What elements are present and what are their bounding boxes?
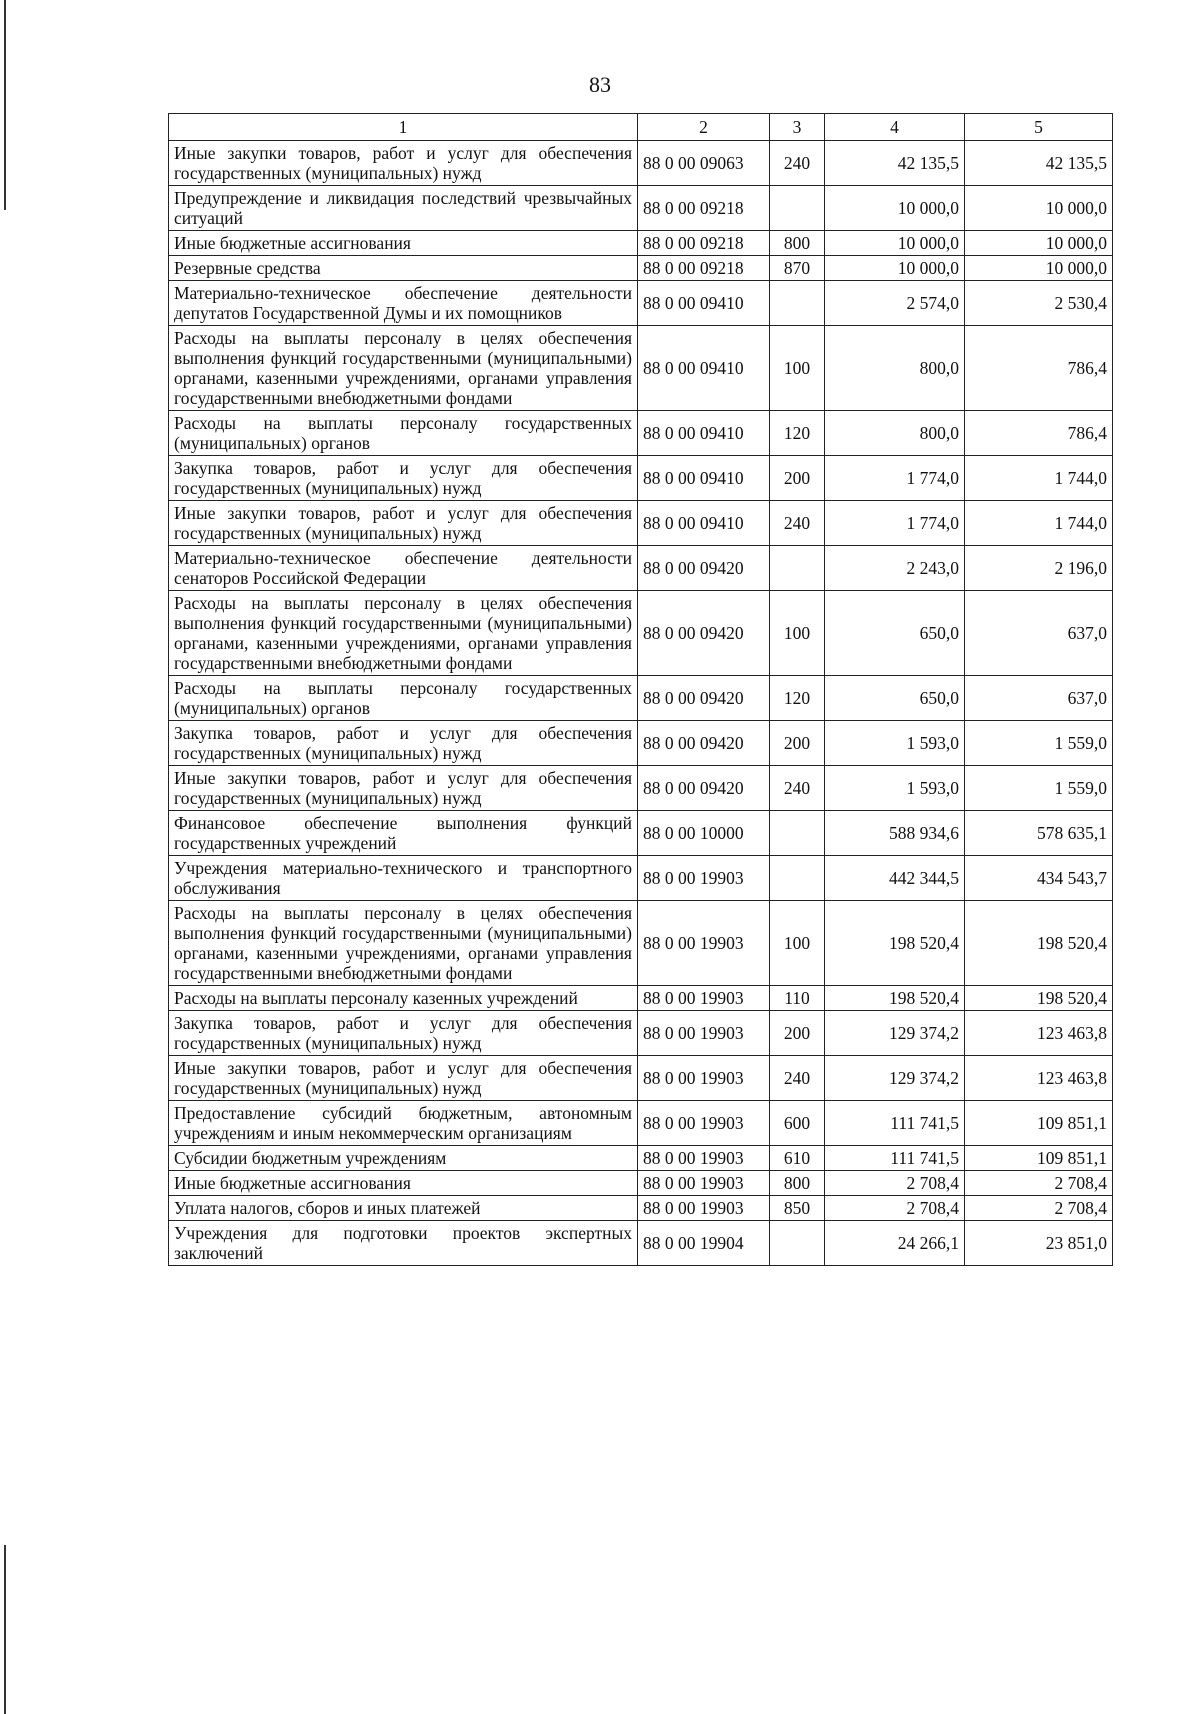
row-expense-type [770, 1221, 825, 1266]
row-name: Расходы на выплаты персоналу в целях обеспечения выполнения функций государственными (муниципальными) органами, казенными учреждениями, органами управления государственными внебюджетными фондами [169, 901, 638, 986]
row-value-col5: 2 708,4 [965, 1196, 1113, 1221]
row-name: Закупка товаров, работ и услуг для обеспечения государственных (муниципальных) нужд [169, 1011, 638, 1056]
row-value-col5: 10 000,0 [965, 186, 1113, 231]
row-value-col4: 442 344,5 [825, 856, 965, 901]
row-expense-type: 600 [770, 1101, 825, 1146]
table-row [169, 1221, 1113, 1266]
row-expense-type: 240 [770, 1056, 825, 1101]
page-number: 83 [589, 72, 611, 97]
row-code: 88 0 00 09410 [638, 501, 770, 546]
row-value-col5: 123 463,8 [965, 1056, 1113, 1101]
table-row [169, 411, 1113, 456]
row-code: 88 0 00 09420 [638, 721, 770, 766]
row-value-col5: 109 851,1 [965, 1146, 1113, 1171]
row-code: 88 0 00 19903 [638, 1011, 770, 1056]
row-value-col4: 10 000,0 [825, 256, 965, 281]
row-name: Расходы на выплаты персоналу государственных (муниципальных) органов [169, 411, 638, 456]
row-code: 88 0 00 19903 [638, 1101, 770, 1146]
row-value-col4: 10 000,0 [825, 231, 965, 256]
row-code: 88 0 00 09063 [638, 141, 770, 186]
row-value-col5: 434 543,7 [965, 856, 1113, 901]
row-value-col4: 800,0 [825, 411, 965, 456]
row-name: Расходы на выплаты персоналу казенных учреждений [169, 986, 638, 1011]
row-code: 88 0 00 09420 [638, 676, 770, 721]
row-code: 88 0 00 10000 [638, 811, 770, 856]
table-row [169, 186, 1113, 231]
row-value-col5: 198 520,4 [965, 986, 1113, 1011]
table-row [169, 326, 1113, 411]
table-row [169, 546, 1113, 591]
row-value-col5: 10 000,0 [965, 256, 1113, 281]
row-value-col4: 650,0 [825, 676, 965, 721]
table-row [169, 856, 1113, 901]
column-header: 3 [770, 114, 825, 141]
row-value-col4: 2 574,0 [825, 281, 965, 326]
table-row [169, 456, 1113, 501]
row-expense-type: 200 [770, 721, 825, 766]
row-expense-type [770, 811, 825, 856]
row-value-col5: 578 635,1 [965, 811, 1113, 856]
row-value-col5: 2 530,4 [965, 281, 1113, 326]
row-expense-type: 800 [770, 1171, 825, 1196]
row-value-col5: 1 559,0 [965, 721, 1113, 766]
row-value-col4: 111 741,5 [825, 1101, 965, 1146]
row-code: 88 0 00 09218 [638, 231, 770, 256]
row-value-col5: 123 463,8 [965, 1011, 1113, 1056]
row-value-col5: 10 000,0 [965, 231, 1113, 256]
row-expense-type: 240 [770, 501, 825, 546]
row-value-col4: 198 520,4 [825, 901, 965, 986]
column-header: 1 [169, 114, 638, 141]
row-expense-type: 240 [770, 766, 825, 811]
row-name: Иные закупки товаров, работ и услуг для обеспечения государственных (муниципальных) нужд [169, 501, 638, 546]
row-code: 88 0 00 19903 [638, 986, 770, 1011]
row-name: Иные закупки товаров, работ и услуг для обеспечения государственных (муниципальных) нужд [169, 766, 638, 811]
row-value-col5: 786,4 [965, 326, 1113, 411]
column-header: 2 [638, 114, 770, 141]
row-name: Учреждения материально-технического и транспортного обслуживания [169, 856, 638, 901]
row-expense-type: 850 [770, 1196, 825, 1221]
table-row [169, 501, 1113, 546]
row-code: 88 0 00 09218 [638, 256, 770, 281]
row-name: Субсидии бюджетным учреждениям [169, 1146, 638, 1171]
table-row [169, 1196, 1113, 1221]
row-name: Материально-техническое обеспечение деятельности депутатов Государственной Думы и их помощников [169, 281, 638, 326]
row-expense-type: 120 [770, 676, 825, 721]
row-value-col4: 24 266,1 [825, 1221, 965, 1266]
table-row [169, 1101, 1113, 1146]
row-value-col5: 1 744,0 [965, 456, 1113, 501]
table-row [169, 591, 1113, 676]
row-expense-type: 240 [770, 141, 825, 186]
row-value-col5: 2 708,4 [965, 1171, 1113, 1196]
row-value-col5: 637,0 [965, 591, 1113, 676]
table-row [169, 1011, 1113, 1056]
row-expense-type: 200 [770, 456, 825, 501]
row-name: Уплата налогов, сборов и иных платежей [169, 1196, 638, 1221]
row-name: Иные закупки товаров, работ и услуг для обеспечения государственных (муниципальных) нужд [169, 1056, 638, 1101]
row-code: 88 0 00 09420 [638, 766, 770, 811]
row-code: 88 0 00 19903 [638, 1146, 770, 1171]
row-code: 88 0 00 09420 [638, 546, 770, 591]
row-value-col4: 800,0 [825, 326, 965, 411]
row-code: 88 0 00 09218 [638, 186, 770, 231]
table-row [169, 1146, 1113, 1171]
row-expense-type: 100 [770, 591, 825, 676]
scan-edge-mark [4, 0, 6, 210]
row-code: 88 0 00 09420 [638, 591, 770, 676]
row-name: Иные бюджетные ассигнования [169, 231, 638, 256]
row-code: 88 0 00 19903 [638, 1196, 770, 1221]
row-code: 88 0 00 09410 [638, 456, 770, 501]
table-row [169, 141, 1113, 186]
table-row [169, 231, 1113, 256]
table-row [169, 811, 1113, 856]
table-row [169, 766, 1113, 811]
row-name: Предупреждение и ликвидация последствий чрезвычайных ситуаций [169, 186, 638, 231]
row-value-col5: 1 559,0 [965, 766, 1113, 811]
table-row [169, 281, 1113, 326]
row-name: Предоставление субсидий бюджетным, автономным учреждениям и иным некоммерческим организациям [169, 1101, 638, 1146]
table-body [169, 141, 1113, 1266]
row-value-col5: 786,4 [965, 411, 1113, 456]
row-name: Расходы на выплаты персоналу в целях обеспечения выполнения функций государственными (муниципальными) органами, казенными учреждениями, органами управления государственными внебюджетными фондами [169, 591, 638, 676]
row-name: Расходы на выплаты персоналу государственных (муниципальных) органов [169, 676, 638, 721]
table-row [169, 256, 1113, 281]
row-expense-type: 870 [770, 256, 825, 281]
row-value-col4: 1 593,0 [825, 766, 965, 811]
row-expense-type: 100 [770, 901, 825, 986]
row-value-col4: 111 741,5 [825, 1146, 965, 1171]
row-expense-type: 110 [770, 986, 825, 1011]
row-value-col5: 42 135,5 [965, 141, 1113, 186]
row-value-col5: 23 851,0 [965, 1221, 1113, 1266]
row-name: Закупка товаров, работ и услуг для обеспечения государственных (муниципальных) нужд [169, 721, 638, 766]
row-code: 88 0 00 19904 [638, 1221, 770, 1266]
row-value-col5: 198 520,4 [965, 901, 1113, 986]
table-row [169, 1171, 1113, 1196]
row-name: Расходы на выплаты персоналу в целях обеспечения выполнения функций государственными (муниципальными) органами, казенными учреждениями, органами управления государственными внебюджетными фондами [169, 326, 638, 411]
row-code: 88 0 00 09410 [638, 326, 770, 411]
row-name: Финансовое обеспечение выполнения функций государственных учреждений [169, 811, 638, 856]
row-value-col4: 2 243,0 [825, 546, 965, 591]
row-expense-type: 120 [770, 411, 825, 456]
row-value-col5: 637,0 [965, 676, 1113, 721]
row-expense-type: 200 [770, 1011, 825, 1056]
table-row [169, 721, 1113, 766]
row-expense-type [770, 856, 825, 901]
row-name: Закупка товаров, работ и услуг для обеспечения государственных (муниципальных) нужд [169, 456, 638, 501]
row-value-col4: 2 708,4 [825, 1171, 965, 1196]
row-expense-type: 100 [770, 326, 825, 411]
row-expense-type [770, 281, 825, 326]
row-value-col4: 1 774,0 [825, 456, 965, 501]
row-value-col4: 2 708,4 [825, 1196, 965, 1221]
row-value-col4: 650,0 [825, 591, 965, 676]
row-value-col4: 1 774,0 [825, 501, 965, 546]
row-name: Резервные средства [169, 256, 638, 281]
row-value-col4: 10 000,0 [825, 186, 965, 231]
row-value-col4: 198 520,4 [825, 986, 965, 1011]
row-name: Иные закупки товаров, работ и услуг для обеспечения государственных (муниципальных) нужд [169, 141, 638, 186]
column-header: 4 [825, 114, 965, 141]
table-row [169, 1056, 1113, 1101]
scan-edge-mark [4, 1545, 6, 1714]
column-header: 5 [965, 114, 1113, 141]
table-row [169, 901, 1113, 986]
budget-table [168, 113, 1113, 1266]
row-value-col4: 588 934,6 [825, 811, 965, 856]
row-value-col5: 109 851,1 [965, 1101, 1113, 1146]
row-code: 88 0 00 19903 [638, 901, 770, 986]
row-code: 88 0 00 09410 [638, 411, 770, 456]
row-value-col4: 129 374,2 [825, 1011, 965, 1056]
row-expense-type: 800 [770, 231, 825, 256]
header-row [169, 114, 1113, 141]
row-code: 88 0 00 19903 [638, 1056, 770, 1101]
row-expense-type [770, 546, 825, 591]
row-name: Иные бюджетные ассигнования [169, 1171, 638, 1196]
row-name: Учреждения для подготовки проектов экспертных заключений [169, 1221, 638, 1266]
row-code: 88 0 00 19903 [638, 856, 770, 901]
row-code: 88 0 00 09410 [638, 281, 770, 326]
row-value-col5: 1 744,0 [965, 501, 1113, 546]
row-value-col5: 2 196,0 [965, 546, 1113, 591]
row-expense-type: 610 [770, 1146, 825, 1171]
table-row [169, 986, 1113, 1011]
row-value-col4: 42 135,5 [825, 141, 965, 186]
row-name: Материально-техническое обеспечение деятельности сенаторов Российской Федерации [169, 546, 638, 591]
row-expense-type [770, 186, 825, 231]
row-value-col4: 1 593,0 [825, 721, 965, 766]
row-value-col4: 129 374,2 [825, 1056, 965, 1101]
row-code: 88 0 00 19903 [638, 1171, 770, 1196]
table-row [169, 676, 1113, 721]
